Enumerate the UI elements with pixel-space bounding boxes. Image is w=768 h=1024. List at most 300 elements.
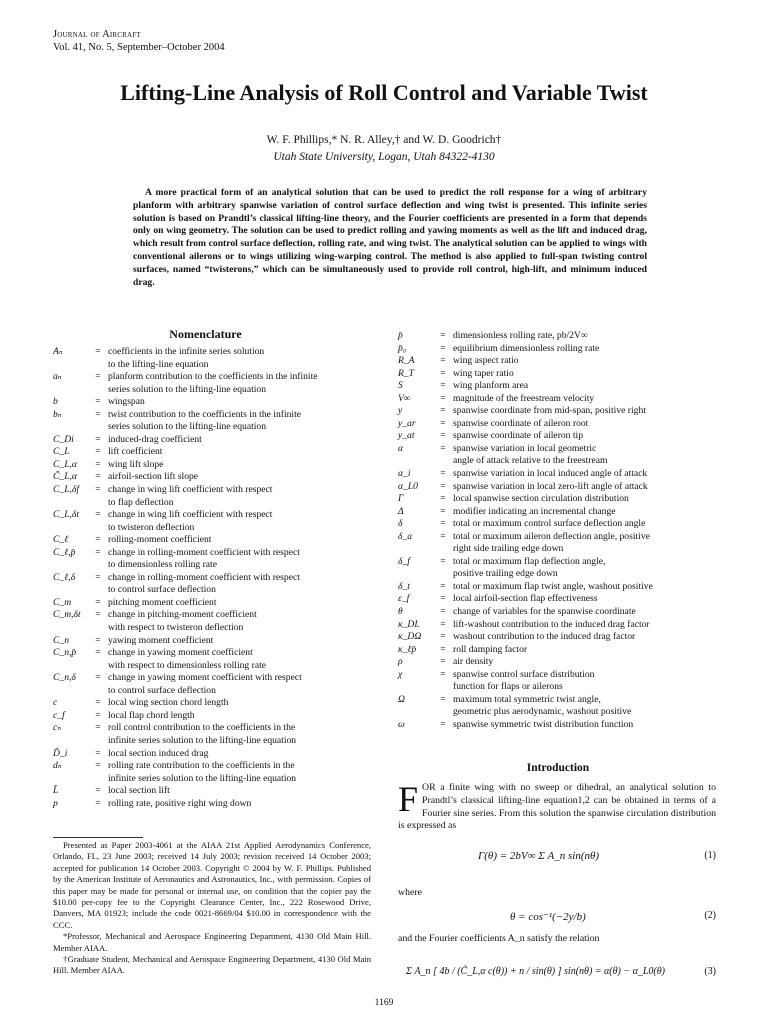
definition-line: equilibrium dimensionless rolling rate [453, 342, 600, 354]
definition-line: spanwise variation in local zero-lift angle of attack [453, 480, 648, 492]
page-number: 1169 [374, 998, 394, 1008]
definition-line: lift coefficient [108, 446, 163, 458]
nomenclature-equals: = [95, 672, 101, 684]
nomenclature-entry [53, 635, 373, 648]
definition-line: spanwise control surface distribution [453, 668, 595, 680]
nomenclature-equals: = [440, 606, 446, 618]
intro-para2: and the Fourier coefficients A_n satisfy the relation [398, 933, 600, 944]
nomenclature-symbol: S [398, 380, 403, 392]
nomenclature-symbol: ρ [398, 656, 403, 668]
nomenclature-equals: = [95, 722, 101, 734]
nomenclature-definition [453, 493, 718, 506]
nomenclature-equals: = [95, 797, 101, 809]
nomenclature-equals: = [95, 571, 101, 583]
definition-line: wing lift slope [108, 458, 164, 470]
nomenclature-symbol: b [53, 396, 58, 408]
definition-line: change in wing lift coefficient with respect [108, 484, 273, 496]
definition-line: change in pitching-moment coefficient [108, 609, 257, 621]
nomenclature-entry [398, 644, 718, 657]
nomenclature-equals: = [95, 534, 101, 546]
definition-line: total or maximum aileron deflection angle, positive [453, 530, 650, 542]
nomenclature-entry [53, 346, 373, 371]
nomenclature-definition [108, 446, 373, 459]
nomenclature-entry [398, 669, 718, 694]
definition-line: infinite series solution to the lifting-line equation [108, 734, 297, 746]
nomenclature-definition [108, 635, 373, 648]
nomenclature-equals: = [95, 408, 101, 420]
nomenclature-equals: = [95, 446, 101, 458]
definition-line: spanwise variation in local induced angle of attack [453, 468, 648, 480]
nomenclature-definition [108, 409, 373, 434]
nomenclature-symbol: Aₙ [53, 346, 63, 357]
nomenclature-equals: = [95, 760, 101, 772]
nomenclature-entry [398, 443, 718, 468]
definition-line: local section induced drag [108, 747, 209, 759]
equation-2-text: θ = cos⁻¹(−2y/b) [510, 911, 586, 923]
definition-line: with respect to dimensionless rolling rate [108, 659, 266, 671]
nomenclature-entry [53, 798, 373, 811]
nomenclature-symbol: c_f [53, 709, 65, 721]
nomenclature-entry [53, 371, 373, 396]
nomenclature-left-column [53, 346, 373, 810]
nomenclature-symbol: δ_f [398, 555, 410, 567]
nomenclature-symbol: C̃_L,α [53, 471, 77, 483]
nomenclature-definition [108, 547, 373, 572]
nomenclature-entry [398, 481, 718, 494]
nomenclature-definition [453, 418, 718, 431]
nomenclature-definition [108, 647, 373, 672]
definition-line: change in rolling-moment coefficient with respect [108, 546, 300, 558]
nomenclature-entry [398, 694, 718, 719]
definition-line: airfoil-section lift slope [108, 471, 199, 483]
definition-line: positive trailing edge down [453, 568, 558, 580]
nomenclature-definition [453, 330, 718, 343]
nomenclature-entry [53, 471, 373, 484]
nomenclature-symbol: ε_f [398, 593, 410, 605]
nomenclature-definition [108, 710, 373, 723]
definition-line: change in yawing moment coefficient with respect [108, 672, 302, 684]
nomenclature-symbol: C_L [53, 446, 70, 458]
introduction-heading: Introduction [526, 762, 590, 774]
nomenclature-equals: = [440, 580, 446, 592]
nomenclature-equals: = [95, 433, 101, 445]
definition-line: to the lifting-line equation [108, 358, 209, 370]
nomenclature-entry [53, 459, 373, 472]
definition-line: rolling-moment coefficient [108, 534, 212, 546]
nomenclature-entry [398, 405, 718, 418]
nomenclature-symbol: α_L0 [398, 480, 418, 492]
journal-issue: Vol. 41, No. 5, September–October 2004 [53, 42, 225, 53]
nomenclature-definition [453, 380, 718, 393]
nomenclature-equals: = [440, 718, 446, 730]
nomenclature-equals: = [440, 405, 446, 417]
definition-line: air density [453, 656, 494, 668]
nomenclature-entry [53, 597, 373, 610]
definition-line: magnitude of the freestream velocity [453, 392, 595, 404]
nomenclature-definition [108, 509, 373, 534]
nomenclature-entry [53, 534, 373, 547]
nomenclature-entry [398, 368, 718, 381]
author-list: W. F. Phillips,* N. R. Alley,† and W. D. Goodrich† [266, 134, 502, 146]
definition-line: wing planform area [453, 380, 529, 392]
nomenclature-symbol: δ_a [398, 530, 413, 542]
nomenclature-symbol: κ_DL [398, 618, 420, 630]
footnotes [53, 840, 371, 977]
nomenclature-symbol: C_n [53, 634, 69, 646]
nomenclature-definition [453, 644, 718, 657]
nomenclature-entry [398, 593, 718, 606]
nomenclature-definition [453, 593, 718, 606]
nomenclature-symbol: C_L,δf [53, 484, 80, 496]
nomenclature-definition [453, 481, 718, 494]
definition-line: total or maximum flap twist angle, washout positive [453, 580, 653, 592]
nomenclature-symbol: C_L,δt [53, 509, 80, 521]
definition-line: wing taper ratio [453, 367, 514, 379]
nomenclature-entry [398, 719, 718, 732]
nomenclature-definition [453, 669, 718, 694]
definition-line: spanwise variation in local geometric [453, 442, 597, 454]
footnote-divider [53, 837, 143, 838]
definition-line: to control surface deflection [108, 584, 216, 596]
nomenclature-entry [53, 672, 373, 697]
footnote-presented: Presented as Paper 2003-4061 at the AIAA 21st Applied Aerodynamics Conference, Orlando, FL, 23 June 2003; received 14 July 2003; revision received 14 October 2003; accepted for publication 14 October 2003. Copyright © 2004 by W. F. Phillips. Published by the American Institute of Aeronautics and Astronautics, Inc., with permission. Copies of this paper may be made for personal or internal use, on condition that the copier pay the $10.00 per-copy fee to the Copyright Clearance Center, Inc., 222 Rosewood Drive, Danvers, MA 01923; include the code 0021-8669/04 $10.00 in correspondence with the CCC. [53, 840, 371, 930]
definition-line: twist contribution to the coefficients in the infinite [108, 408, 301, 420]
nomenclature-entry [53, 509, 373, 534]
nomenclature-definition [453, 619, 718, 632]
nomenclature-entry [398, 556, 718, 581]
definition-line: to control surface deflection [108, 684, 216, 696]
nomenclature-equals: = [440, 631, 446, 643]
equation-1-number: (1) [704, 850, 716, 861]
definition-line: geometric plus aerodynamic, washout positive [453, 706, 632, 718]
nomenclature-definition [108, 459, 373, 472]
nomenclature-entry [53, 697, 373, 710]
definition-line: to twisteron deflection [108, 521, 195, 533]
nomenclature-definition [108, 609, 373, 634]
nomenclature-equals: = [95, 396, 101, 408]
nomenclature-equals: = [95, 546, 101, 558]
nomenclature-equals: = [440, 530, 446, 542]
nomenclature-symbol: C_Di [53, 433, 74, 445]
nomenclature-definition [453, 531, 718, 556]
definition-line: dimensionless rolling rate, pb/2V∞ [453, 330, 588, 341]
nomenclature-equals: = [440, 468, 446, 480]
nomenclature-entry [53, 446, 373, 459]
nomenclature-equals: = [440, 392, 446, 404]
nomenclature-symbol: κ_ℓp̄ [398, 643, 417, 655]
definition-line: wing aspect ratio [453, 355, 519, 367]
definition-line: with respect to twisteron deflection [108, 622, 244, 634]
nomenclature-symbol: Γ [398, 493, 404, 505]
journal-name: Journal of Aircraft [53, 29, 141, 40]
paper-title: Lifting-Line Analysis of Roll Control and Variable Twist [120, 80, 648, 105]
nomenclature-entry [53, 748, 373, 761]
nomenclature-symbol: L̃ [53, 785, 59, 797]
definition-line: induced-drag coefficient [108, 433, 202, 445]
affiliation: Utah State University, Logan, Utah 84322-4130 [273, 151, 495, 163]
nomenclature-equals: = [440, 493, 446, 505]
nomenclature-entry [398, 656, 718, 669]
nomenclature-entry [53, 722, 373, 747]
nomenclature-symbol: κ_DΩ [398, 631, 422, 643]
nomenclature-entry [53, 647, 373, 672]
definition-line: lift-washout contribution to the induced drag factor [453, 618, 650, 630]
nomenclature-symbol: aₙ [53, 371, 62, 383]
nomenclature-entry [53, 609, 373, 634]
definition-line: change in wing lift coefficient with respect [108, 509, 273, 521]
nomenclature-entry [398, 468, 718, 481]
nomenclature-entry [398, 343, 718, 356]
nomenclature-symbol: Δ [398, 505, 404, 517]
intro-para1: OR a finite wing with no sweep or dihedral, an analytical solution to Prandtl’s classical lifting-line equation1,2 can be obtained in terms of a Fourier sine series. From this solution the spanwise circulation distribution is expressed as [398, 782, 716, 832]
nomenclature-definition [453, 405, 718, 418]
nomenclature-definition [108, 346, 373, 371]
footnote-professor: *Professor, Mechanical and Aerospace Engineering Department, 4130 Old Main Hill. Member AIAA. [53, 931, 371, 953]
nomenclature-definition [108, 572, 373, 597]
definition-line: series solution to the lifting-line equation [108, 383, 267, 395]
nomenclature-symbol: V∞ [398, 392, 411, 404]
nomenclature-symbol: θ [398, 606, 403, 618]
definition-line: change in rolling-moment coefficient with respect [108, 571, 300, 583]
nomenclature-equals: = [95, 484, 101, 496]
nomenclature-equals: = [95, 596, 101, 608]
nomenclature-equals: = [95, 509, 101, 521]
definition-line: local flap chord length [108, 709, 195, 721]
nomenclature-equals: = [95, 709, 101, 721]
abstract: A more practical form of an analytical solution that can be used to predict the roll response for a wing of arbitrary planform with arbitrary spanwise variation of control surface deflection and wing twist is presented. This infinite series solution is based on Prandtl’s classical lifting-line theory, and the Fourier coefficients are presented in a form that depends only on wing geometry. The solution can be used to predict rolling and yawing moments as well as the lift and induced drag, which result from control surface deflection, rolling rate, and wing twist. The analytical solution can be applied to wings with conventional ailerons or to wings utilizing wing-warping control. The method is also applied to full-span twisting control surfaces, named “twisterons,” which can be simultaneously used to provide roll control, high-lift, and minimum induced drag. [133, 187, 647, 288]
nomenclature-equals: = [95, 697, 101, 709]
nomenclature-entry [398, 606, 718, 619]
nomenclature-symbol: y_at [398, 430, 415, 442]
nomenclature-symbol: χ [398, 668, 403, 680]
nomenclature-equals: = [95, 785, 101, 797]
nomenclature-symbol: δ_t [398, 580, 410, 592]
definition-line: rolling rate, positive right wing down [108, 797, 252, 809]
nomenclature-entry [53, 396, 373, 409]
nomenclature-symbol: D̃_i [53, 747, 68, 759]
nomenclature-symbol: C_m [53, 596, 72, 608]
definition-line: roll damping factor [453, 643, 528, 655]
nomenclature-definition [453, 518, 718, 531]
nomenclature-equals: = [440, 668, 446, 680]
definition-line: pitching moment coefficient [108, 596, 217, 608]
definition-line: total or maximum flap deflection angle, [453, 555, 606, 567]
nomenclature-definition [108, 534, 373, 547]
nomenclature-symbol: C_ℓ,δ [53, 571, 76, 583]
definition-line: wingspan [108, 396, 145, 408]
nomenclature-right-column [398, 330, 718, 732]
nomenclature-definition [108, 471, 373, 484]
nomenclature-entry [53, 409, 373, 434]
nomenclature-definition [453, 581, 718, 594]
nomenclature-entry [398, 493, 718, 506]
definition-line: to flap deflection [108, 496, 174, 508]
definition-line: maximum total symmetric twist angle, [453, 693, 601, 705]
definition-line: local spanwise section circulation distribution [453, 493, 629, 505]
definition-line: spanwise coordinate of aileron root [453, 417, 589, 429]
definition-line: series solution to the lifting-line equation [108, 421, 267, 433]
nomenclature-definition [108, 760, 373, 785]
nomenclature-symbol: y_ar [398, 417, 416, 429]
nomenclature-symbol: C_m,δt [53, 609, 81, 621]
nomenclature-definition [108, 785, 373, 798]
nomenclature-entry [53, 760, 373, 785]
definition-line: angle of attack relative to the freestream [453, 455, 608, 467]
definition-line: planform contribution to the coefficients in the infinite [108, 371, 318, 383]
nomenclature-equals: = [95, 609, 101, 621]
nomenclature-symbol: R_A [398, 355, 415, 367]
nomenclature-entry [398, 631, 718, 644]
nomenclature-entry [398, 380, 718, 393]
definition-line: rolling rate contribution to the coefficients in the [108, 760, 295, 772]
nomenclature-entry [398, 393, 718, 406]
nomenclature-definition [108, 697, 373, 710]
equation-3-number: (3) [704, 966, 716, 977]
nomenclature-definition [108, 748, 373, 761]
nomenclature-entry [398, 518, 718, 531]
definition-line: spanwise symmetric twist distribution function [453, 718, 634, 730]
equation-2-number: (2) [704, 910, 716, 921]
nomenclature-entry [53, 710, 373, 723]
nomenclature-definition [453, 506, 718, 519]
nomenclature-entry [53, 572, 373, 597]
definition-line: yawing moment coefficient [108, 634, 214, 646]
introduction-paragraph [398, 779, 716, 833]
nomenclature-definition [453, 430, 718, 443]
nomenclature-equals: = [440, 355, 446, 367]
nomenclature-equals: = [440, 656, 446, 668]
definition-line: local airfoil-section flap effectiveness [453, 593, 598, 605]
definition-line: spanwise coordinate of aileron tip [453, 430, 584, 442]
nomenclature-entry [398, 531, 718, 556]
dropcap-letter: F [398, 779, 419, 819]
nomenclature-definition [108, 597, 373, 610]
nomenclature-equals: = [440, 555, 446, 567]
nomenclature-equals: = [440, 442, 446, 454]
nomenclature-symbol: C_ℓ [53, 534, 69, 546]
nomenclature-equals: = [440, 518, 446, 530]
definition-line: right side trailing edge down [453, 543, 564, 555]
nomenclature-entry [398, 619, 718, 632]
nomenclature-equals: = [95, 458, 101, 470]
nomenclature-equals: = [95, 647, 101, 659]
nomenclature-symbol: C_L,α [53, 458, 77, 470]
nomenclature-equals: = [95, 634, 101, 646]
definition-line: coefficients in the infinite series solution [108, 346, 265, 357]
nomenclature-equals: = [440, 593, 446, 605]
nomenclature-symbol: p̄ [398, 330, 403, 341]
nomenclature-symbol: Ω [398, 693, 405, 705]
equation-3-text: Σ A_n [ 4b / (C̃_L,α c(θ)) + n / sin(θ) ] sin(nθ) = α(θ) − α_L0(θ) [406, 966, 665, 977]
definition-line: local wing section chord length [108, 697, 229, 709]
nomenclature-equals: = [440, 643, 446, 655]
nomenclature-symbol: dₙ [53, 760, 62, 772]
nomenclature-equals: = [440, 342, 446, 354]
nomenclature-definition [453, 393, 718, 406]
nomenclature-symbol: p̄₀ [398, 342, 407, 354]
nomenclature-entry [53, 434, 373, 447]
equation-1-text: Γ(θ) = 2bV∞ Σ A_n sin(nθ) [478, 850, 600, 862]
nomenclature-equals: = [95, 471, 101, 483]
nomenclature-definition [453, 694, 718, 719]
definition-line: change of variables for the spanwise coordinate [453, 606, 636, 618]
nomenclature-symbol: p [53, 797, 58, 809]
nomenclature-symbol: bₙ [53, 408, 62, 420]
nomenclature-definition [453, 343, 718, 356]
nomenclature-entry [53, 547, 373, 572]
nomenclature-definition [108, 798, 373, 811]
nomenclature-equals: = [440, 480, 446, 492]
where-text: where [398, 887, 422, 898]
nomenclature-definition [108, 434, 373, 447]
nomenclature-definition [453, 468, 718, 481]
nomenclature-definition [108, 396, 373, 409]
nomenclature-definition [453, 656, 718, 669]
nomenclature-equals: = [440, 618, 446, 630]
definition-line: to dimensionless rolling rate [108, 559, 217, 571]
nomenclature-equals: = [95, 747, 101, 759]
nomenclature-definition [108, 672, 373, 697]
definition-line: washout contribution to the induced drag factor [453, 631, 636, 643]
nomenclature-definition [453, 443, 718, 468]
nomenclature-entry [53, 484, 373, 509]
nomenclature-symbol: δ [398, 518, 403, 530]
definition-line: function for flaps or ailerons [453, 681, 563, 693]
nomenclature-definition [108, 484, 373, 509]
nomenclature-equals: = [440, 380, 446, 392]
nomenclature-definition [453, 556, 718, 581]
nomenclature-equals: = [440, 505, 446, 517]
nomenclature-symbol: α_i [398, 468, 411, 480]
nomenclature-definition [453, 631, 718, 644]
footnote-graduate: †Graduate Student, Mechanical and Aerospace Engineering Department, 4130 Old Main Hill. Member AIAA. [53, 954, 371, 976]
nomenclature-definition [453, 368, 718, 381]
nomenclature-symbol: R_T [398, 367, 414, 379]
nomenclature-entry [398, 330, 718, 343]
nomenclature-entry [398, 418, 718, 431]
journal-header [53, 28, 225, 54]
definition-line: spanwise coordinate from mid-span, positive right [453, 405, 646, 417]
nomenclature-equals: = [440, 367, 446, 379]
definition-line: change in yawing moment coefficient [108, 647, 253, 659]
nomenclature-definition [453, 355, 718, 368]
nomenclature-equals: = [440, 430, 446, 442]
nomenclature-entry [398, 581, 718, 594]
nomenclature-definition [108, 371, 373, 396]
nomenclature-entry [398, 355, 718, 368]
nomenclature-equals: = [95, 346, 101, 357]
nomenclature-symbol: ω [398, 718, 405, 730]
definition-line: infinite series solution to the lifting-line equation [108, 772, 297, 784]
nomenclature-symbol: C_n,δ [53, 672, 76, 684]
nomenclature-heading: Nomenclature [169, 327, 242, 341]
nomenclature-entry [398, 430, 718, 443]
nomenclature-equals: = [440, 693, 446, 705]
nomenclature-equals: = [95, 371, 101, 383]
nomenclature-symbol: cₙ [53, 722, 62, 734]
nomenclature-definition [453, 606, 718, 619]
nomenclature-symbol: c [53, 697, 58, 709]
nomenclature-entry [398, 506, 718, 519]
nomenclature-symbol: C_ℓ,p̄ [53, 546, 76, 558]
definition-line: roll control contribution to the coefficients in the [108, 722, 296, 734]
nomenclature-equals: = [440, 417, 446, 429]
nomenclature-symbol: α [398, 442, 404, 454]
nomenclature-definition [453, 719, 718, 732]
nomenclature-entry [53, 785, 373, 798]
definition-line: modifier indicating an incremental change [453, 505, 616, 517]
nomenclature-symbol: C_n,p̄ [53, 647, 77, 659]
